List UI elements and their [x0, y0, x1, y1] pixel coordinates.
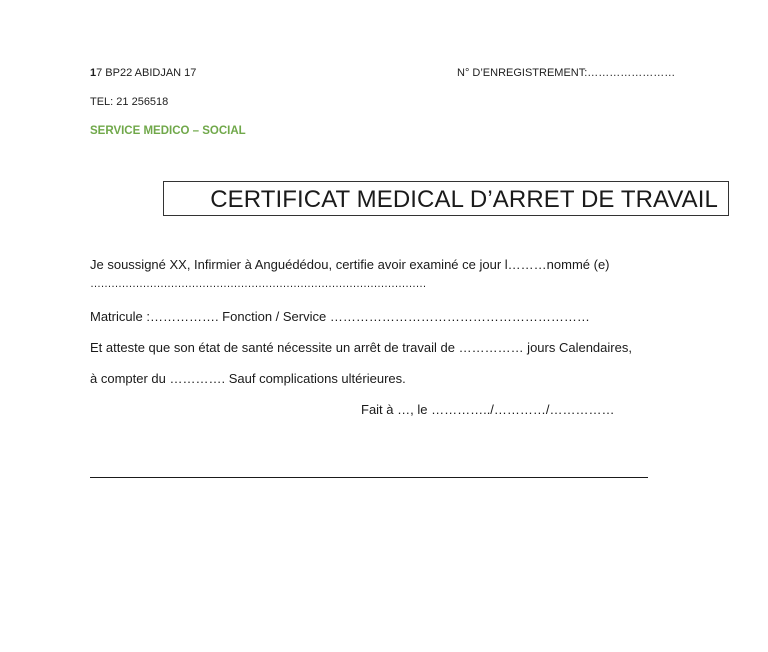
body-line-1: Je soussigné XX, Infirmier à Anguédédou, certifie avoir examiné ce jour l………nommé (e)	[90, 257, 610, 272]
body-line-3: Matricule :……………. Fonction / Service ……………………………………………………	[90, 309, 590, 324]
service-name: SERVICE MEDICO – SOCIAL	[90, 125, 246, 137]
telephone: TEL: 21 256518	[90, 96, 169, 108]
place-date-line: Fait à …, le …………../…………/……………	[361, 402, 615, 417]
body-line-4: Et atteste que son état de santé nécessite un arrêt de travail de …………… jours Calendaires,	[90, 340, 632, 355]
body-line-5: à compter du …………. Sauf complications ultérieures.	[90, 371, 406, 386]
address-text: 7 BP22 ABIDJAN 17	[96, 67, 197, 79]
registration-number: N° D’ENREGISTREMENT:……………………	[457, 67, 676, 79]
body-line-2: ……………………………………………………………………………………	[90, 278, 426, 290]
title-box	[163, 181, 729, 216]
address-number: 1	[90, 67, 97, 79]
signature-rule	[90, 477, 648, 478]
document-title: CERTIFICAT MEDICAL D’ARRET DE TRAVAIL	[210, 186, 718, 213]
address-line	[90, 67, 196, 79]
